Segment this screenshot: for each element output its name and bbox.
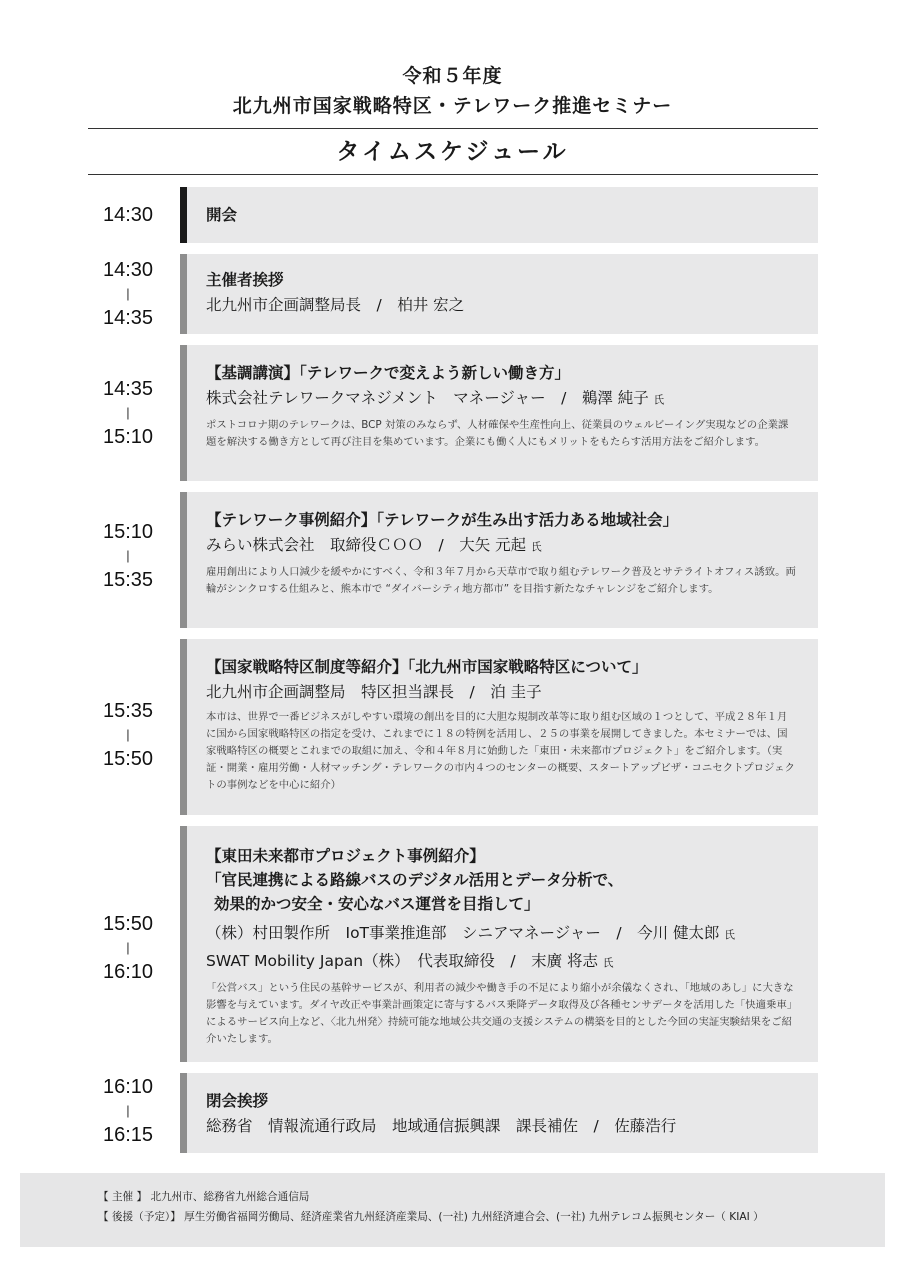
sponsor-line: 【 後援（予定）】 厚生労働省福岡労働局、経済産業省九州経済産業局、(一社) 九州経済連合会、(一社) 九州テレコム振興センター（ KIAI ） (98, 1211, 764, 1223)
session-description: 本市は、世界で一番ビジネスがしやすい環境の創出を目的に大胆な規制改革等に取り組む区域の１つとして、平成２８年１月に国から国家戦略特区の指定を受け、これまでに１８の特例を活用し、２５の事業を展開してきました。本セミナーでは、国家戦略特区の概要とこれまでの取組に加え、令和４年８月に始動した「東田・未来都市プロジェクト」をご紹介します。（実証・開業・雇用労働・人材マッチング・テレワークの市内４つのセンターの概要、スタートアップビザ・コニセクトプロジェクトの事例などを中心に紹介） (206, 711, 795, 791)
session-time (88, 520, 168, 592)
honorific: 氏 (653, 394, 665, 406)
session-time (88, 258, 168, 330)
session-card (180, 187, 818, 243)
session-heading: 【東田未来都市プロジェクト事例紹介】 (206, 847, 485, 865)
footer-credits (20, 1173, 885, 1247)
seminar-title: 北九州市国家戦略特区・テレワーク推進セミナー (232, 95, 673, 117)
time-end: 15:50 (102, 748, 154, 770)
fiscal-year: 令和５年度 (402, 65, 503, 87)
honorific: 氏 (602, 957, 614, 969)
speaker-line: 北九州市企画調整局 特区担当課長 / 泊 圭子 (206, 683, 542, 701)
session-card (180, 492, 818, 628)
time-end: 15:10 (102, 426, 154, 448)
accent-bar (180, 254, 187, 334)
accent-bar (180, 826, 187, 1062)
accent-bar (180, 639, 187, 815)
session-closing (88, 1073, 818, 1153)
time-end: 14:35 (102, 307, 154, 329)
session-heading-line3: 効果的かつ安全・安心なバス運営を目指して」 (214, 895, 540, 913)
session-card (180, 639, 818, 815)
speaker-line: （株）村田製作所 IoT事業推進部 シニアマネージャー / 今川 健太郎 氏 (206, 924, 735, 942)
speaker-line: みらい株式会社 取締役ＣＯＯ / 大矢 元起 氏 (206, 536, 542, 554)
session-heading: 開会 (206, 206, 238, 224)
time-start: 16:10 (102, 1076, 154, 1098)
session-greeting (88, 254, 818, 334)
time-start: 14:30 (102, 204, 154, 226)
session-heading: 閉会挨拶 (206, 1092, 269, 1110)
session-description: 「公営バス」という住民の基幹サービスが、利用者の減少や働き手の不足により縮小が余儀なくされ、「地域のあし」に大きな影響を与えています。ダイヤ改正や事業計画策定に寄与するバス乗降データ取得及び各種センサデータを活用した「快適乗車」によるサービス向上など、〈北九州発〉持続可能な地域公共交通の支援システムの構築を目的とした今回の実証実験結果をご紹介いたします。 (206, 982, 794, 1045)
session-telework-case (88, 492, 818, 628)
session-card (180, 826, 818, 1062)
accent-bar (180, 492, 187, 628)
session-heading: 【国家戦略特区制度等紹介】「北九州市国家戦略特区について」 (206, 658, 648, 676)
session-heading: 主催者挨拶 (206, 271, 284, 289)
divider-bottom (88, 174, 818, 175)
accent-bar (180, 1073, 187, 1153)
time-separator: | (126, 286, 130, 301)
time-start: 14:30 (102, 259, 154, 281)
speaker-line: 株式会社テレワークマネジメント マネージャー / 鵜澤 純子 氏 (206, 389, 665, 407)
session-time (88, 1075, 168, 1147)
accent-bar (180, 187, 187, 243)
session-heading: 【テレワーク事例紹介】「テレワークが生み出す活力ある地域社会」 (206, 511, 679, 529)
session-time (88, 203, 168, 227)
session-time (88, 912, 168, 984)
session-time (88, 377, 168, 449)
session-description: 雇用創出により人口減少を緩やかにすべく、令和３年７月から天草市で取り組むテレワーク普及とサテライトオフィス誘致。両輪がシンクロする仕組みと、熊本市で “ダイバーシティ地方都市” を目指す新たなチャレンジをご紹介します。 (206, 566, 796, 595)
time-end: 16:10 (102, 961, 154, 983)
time-separator: | (126, 940, 130, 955)
time-end: 15:35 (102, 569, 154, 591)
time-start: 14:35 (102, 378, 154, 400)
session-keynote (88, 345, 818, 481)
session-heading: 【基調講演】「テレワークで変えよう新しい働き方」 (206, 364, 570, 382)
time-end: 16:15 (102, 1124, 154, 1146)
divider-top (88, 128, 818, 129)
time-start: 15:35 (102, 700, 154, 722)
session-card (180, 254, 818, 334)
time-separator: | (126, 405, 130, 420)
time-start: 15:10 (102, 521, 154, 543)
session-strategic-zone (88, 639, 818, 815)
session-higashida-project (88, 826, 818, 1062)
time-separator: | (126, 1103, 130, 1118)
honorific: 氏 (724, 929, 735, 941)
time-separator: | (126, 727, 130, 742)
time-separator: | (126, 548, 130, 563)
organizer-line: 【 主催 】 北九州市、総務省九州総合通信局 (98, 1191, 310, 1203)
time-start: 15:50 (102, 913, 154, 935)
session-opening (88, 187, 818, 243)
session-card (180, 1073, 818, 1153)
session-card (180, 345, 818, 481)
speaker-line: 総務省 情報流通行政局 地域通信振興課 課長補佐 / 佐藤浩行 (206, 1117, 677, 1135)
session-description: ポストコロナ期のテレワークは、BCP 対策のみならず、人材確保や生産性向上、従業員のウェルビーイング実現などの企業課題を解決する働き方として再び注目を集めています。企業にも働く人にもメリットをもたらす活用方法をご紹介します。 (206, 419, 789, 448)
speaker-line: 北九州市企画調整局長 / 柏井 宏之 (206, 296, 465, 314)
accent-bar (180, 345, 187, 481)
honorific: 氏 (531, 541, 542, 553)
speaker-line: SWAT Mobility Japan（株） 代表取締役 / 末廣 将志 氏 (206, 952, 614, 970)
session-time (88, 699, 168, 771)
session-heading-line2: 「官民連携による路線バスのデジタル活用とデータ分析で、 (206, 871, 624, 889)
schedule-title: タイムスケジュール (336, 139, 569, 165)
page-header (0, 62, 905, 120)
